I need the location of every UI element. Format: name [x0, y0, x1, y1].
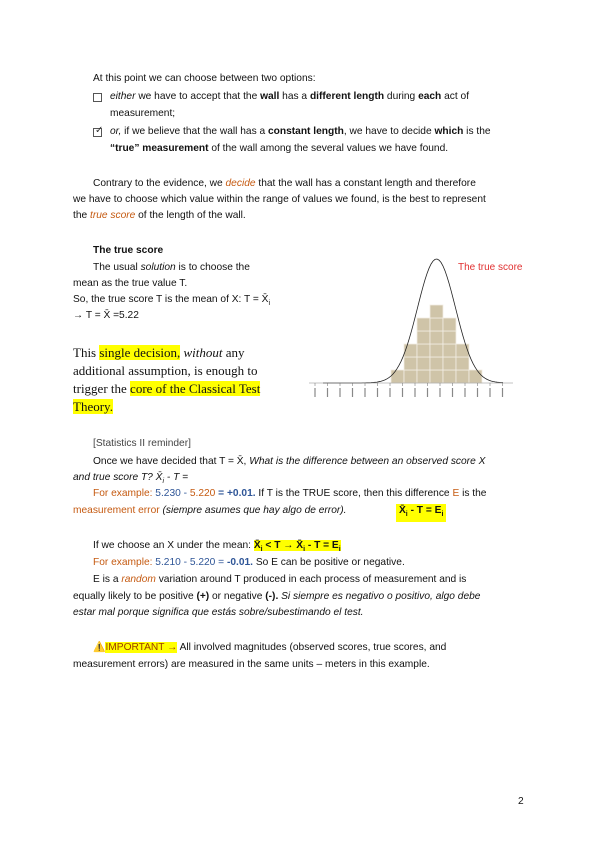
histogram-block — [443, 370, 456, 383]
histogram-block — [404, 344, 417, 357]
histogram-block — [404, 370, 417, 383]
true-score-line-1: The usual solution is to choose the — [93, 262, 250, 273]
checkbox-option-1[interactable] — [93, 93, 102, 102]
page-number: 2 — [518, 796, 524, 807]
histogram-block — [417, 344, 430, 357]
option-2-text-cont: “true” measurement of the wall among the several values we have found. — [110, 143, 449, 154]
random-line-2: equally likely to be positive (+) or negative (-). Si siempre es negativo o positivo, algo debe — [73, 591, 481, 602]
example-1: For example: 5.230 - 5.220 = +0.01. If T is the TRUE score, then this difference E is the — [93, 488, 487, 499]
x-tick-label — [389, 388, 390, 397]
x-tick-label — [489, 388, 490, 397]
x-tick-label — [364, 388, 365, 397]
true-score-heading: The true score — [93, 245, 164, 256]
important-line-1: ⚠️IMPORTANT → All involved magnitudes (observed scores, true scores, and — [93, 642, 447, 653]
histogram-block — [443, 331, 456, 344]
histogram-block — [391, 370, 404, 383]
x-tick-label — [314, 388, 315, 397]
histogram-block — [456, 344, 469, 357]
histogram-block — [430, 357, 443, 370]
contrary-line-1: Contrary to the evidence, we decide that the wall has a constant length and therefore — [93, 178, 476, 189]
histogram-block — [443, 357, 456, 370]
histogram-block — [417, 370, 430, 383]
under-mean-line: If we choose an X under the mean: $X̄_i < T$ → $X̄_i - T = E_i$ — [93, 540, 341, 554]
important-line-2: measurement errors) are measured in the same units – meters in this example. — [73, 659, 430, 670]
x-tick-label — [402, 388, 403, 397]
contrary-line-2: we have to choose which value within the range of values we found, is the best to represent — [73, 194, 486, 205]
chart-title: The true score — [458, 262, 523, 273]
callout-line-4: Theory. — [73, 399, 113, 414]
x-tick-label — [439, 388, 440, 397]
histogram-block — [430, 305, 443, 318]
true-score-line-3: So, the true score T is the mean of X: $T = X̄_i$ — [73, 294, 271, 308]
true-score-line-2: mean as the true value T. — [73, 278, 188, 289]
reminder-line-1: Once we have decided that T = X̄, What is the difference between an observed score X — [93, 456, 486, 467]
option-1-text: either we have to accept that the wall has a different length during each act of — [110, 91, 470, 102]
histogram-block — [417, 357, 430, 370]
random-line-3: estar mal porque significa que estás sobre/subestimando el test. — [73, 607, 364, 618]
x-tick-label — [339, 388, 340, 397]
x-tick-label — [427, 388, 428, 397]
histogram-block — [469, 370, 482, 383]
histogram-block — [430, 318, 443, 331]
callout-line-1: This single decision, without any — [73, 345, 245, 360]
x-tick-label — [452, 388, 453, 397]
histogram-block — [443, 344, 456, 357]
histogram-block — [404, 357, 417, 370]
example-2: For example: 5.210 - 5.220 = -0.01. So E can be positive or negative. — [93, 557, 405, 568]
true-score-line-4: → T = X̄ =5.22 — [73, 310, 139, 321]
measurement-error-line: measurement error (siempre asumes que hay algo de error). — [73, 505, 347, 516]
callout-line-2: additional assumption, is enough to — [73, 363, 258, 378]
histogram-block — [456, 370, 469, 383]
true-score-histogram — [303, 250, 529, 400]
random-line-1: E is a random variation around T produced in each process of measurement and is — [93, 574, 467, 585]
x-tick-label — [327, 388, 328, 397]
warning-icon: ⚠️ — [93, 642, 106, 653]
checkbox-option-2[interactable] — [93, 125, 104, 137]
reminder-label: [Statistics II reminder] — [93, 438, 191, 449]
x-tick-label — [502, 388, 503, 397]
callout-line-3: trigger the core of the Classical Test — [73, 381, 261, 396]
checkmark-icon: ✓ — [95, 125, 104, 136]
x-tick-label — [464, 388, 465, 397]
histogram-block — [430, 344, 443, 357]
reminder-line-2: and true score T? $X̄_i$ - T = — [73, 472, 189, 486]
histogram-block — [417, 331, 430, 344]
histogram-block — [430, 331, 443, 344]
histogram-block — [430, 370, 443, 383]
histogram-block — [456, 357, 469, 370]
error-formula: $X̄_i - T = E_i$ — [396, 504, 446, 522]
option-2-text: or, if we believe that the wall has a constant length, we have to decide which is the — [110, 126, 491, 137]
x-tick-label — [477, 388, 478, 397]
options-intro: At this point we can choose between two options: — [93, 73, 316, 84]
contrary-line-3: the true score of the length of the wall. — [73, 210, 246, 221]
x-tick-label — [414, 388, 415, 397]
histogram-block — [443, 318, 456, 331]
x-tick-label — [352, 388, 353, 397]
x-tick-label — [377, 388, 378, 397]
histogram-block — [417, 318, 430, 331]
option-1-text-cont: measurement; — [110, 108, 176, 119]
